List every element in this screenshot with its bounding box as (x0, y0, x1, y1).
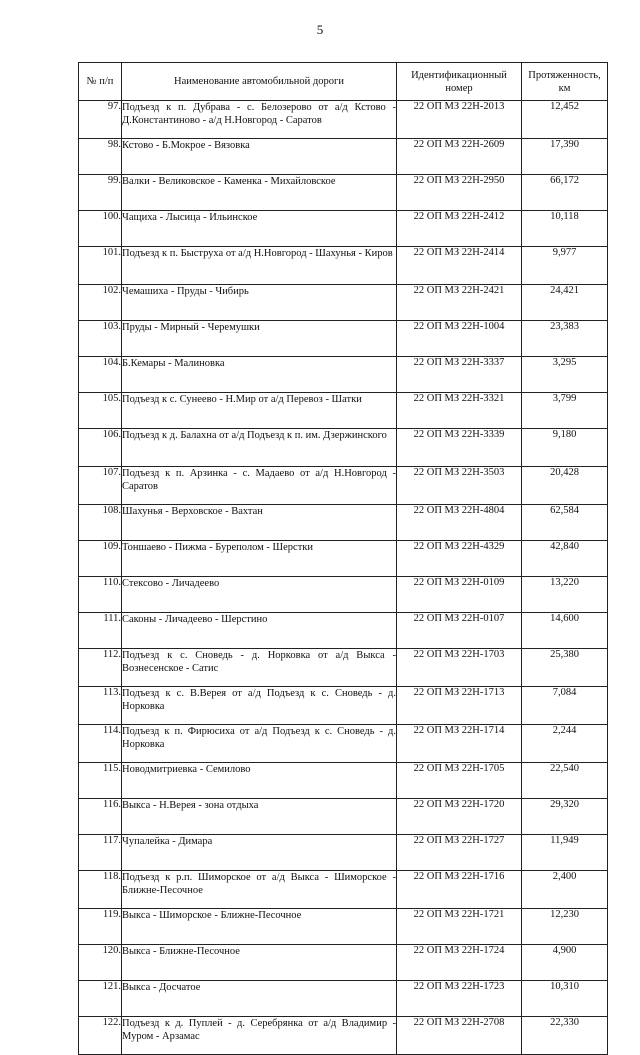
row-number: 120. (79, 945, 122, 981)
table-header-row (79, 63, 608, 101)
row-number: 106. (79, 429, 122, 467)
road-name: Подъезд к п. Дубрава - с. Белозерово от а/д Кстово - Д.Константиново - а/д Н.Новгород - Саратов (122, 101, 397, 139)
road-length: 24,421 (522, 285, 608, 321)
road-name: Тоншаево - Пижма - Буреполом - Шерстки (122, 541, 397, 577)
road-length: 13,220 (522, 577, 608, 613)
table-row (79, 541, 608, 577)
road-name: Подъезд к д. Пуплей - д. Серебрянка от а/д Владимир - Муром - Арзамас (122, 1017, 397, 1055)
table-row (79, 505, 608, 541)
road-length: 9,180 (522, 429, 608, 467)
header-length: Протяженность, км (522, 63, 608, 101)
road-id: 22 ОП МЗ 22Н-2013 (397, 101, 522, 139)
road-name: Подъезд к д. Балахна от а/д Подъезд к п. им. Дзержинского (122, 429, 397, 467)
row-number: 117. (79, 835, 122, 871)
road-id: 22 ОП МЗ 22Н-1714 (397, 725, 522, 763)
table-row (79, 871, 608, 909)
row-number: 98. (79, 139, 122, 175)
road-name: Выкса - Досчатое (122, 981, 397, 1017)
row-number: 99. (79, 175, 122, 211)
road-name: Чупалейка - Димара (122, 835, 397, 871)
road-id: 22 ОП МЗ 22Н-3339 (397, 429, 522, 467)
road-id: 22 ОП МЗ 22Н-2414 (397, 247, 522, 285)
table-row (79, 687, 608, 725)
road-name: Чащиха - Лысица - Ильинское (122, 211, 397, 247)
road-name: Чемашиха - Пруды - Чибирь (122, 285, 397, 321)
row-number: 109. (79, 541, 122, 577)
row-number: 108. (79, 505, 122, 541)
road-length: 12,230 (522, 909, 608, 945)
table-row (79, 613, 608, 649)
road-id: 22 ОП МЗ 22Н-2609 (397, 139, 522, 175)
road-id: 22 ОП МЗ 22Н-2950 (397, 175, 522, 211)
table-row (79, 429, 608, 467)
table-row (79, 101, 608, 139)
road-length: 7,084 (522, 687, 608, 725)
table-body (79, 101, 608, 1055)
row-number: 115. (79, 763, 122, 799)
row-number: 107. (79, 467, 122, 505)
road-length: 14,600 (522, 613, 608, 649)
header-name: Наименование автомобильной дороги (122, 63, 397, 101)
road-length: 25,380 (522, 649, 608, 687)
row-number: 111. (79, 613, 122, 649)
road-id: 22 ОП МЗ 22Н-1004 (397, 321, 522, 357)
table-row (79, 981, 608, 1017)
road-id: 22 ОП МЗ 22Н-2421 (397, 285, 522, 321)
table-row (79, 1017, 608, 1055)
road-id: 22 ОП МЗ 22Н-3337 (397, 357, 522, 393)
road-name: Шахунья - Верховское - Вахтан (122, 505, 397, 541)
table-row (79, 725, 608, 763)
road-id: 22 ОП МЗ 22Н-1721 (397, 909, 522, 945)
road-id: 22 ОП МЗ 22Н-1723 (397, 981, 522, 1017)
table-row (79, 649, 608, 687)
table-row (79, 247, 608, 285)
road-name: Подъезд к с. Сноведь - д. Норковка от а/д Выкса - Вознесенское - Сатис (122, 649, 397, 687)
road-name: Новодмитриевка - Семилово (122, 763, 397, 799)
row-number: 119. (79, 909, 122, 945)
row-number: 118. (79, 871, 122, 909)
road-name: Подъезд к р.п. Шиморское от а/д Выкса - Шиморское - Ближне-Песочное (122, 871, 397, 909)
road-name: Пруды - Мирный - Черемушки (122, 321, 397, 357)
road-name: Подъезд к с. Сунеево - Н.Мир от а/д Перевоз - Шатки (122, 393, 397, 429)
road-length: 2,400 (522, 871, 608, 909)
road-length: 66,172 (522, 175, 608, 211)
row-number: 105. (79, 393, 122, 429)
row-number: 112. (79, 649, 122, 687)
table-row (79, 285, 608, 321)
row-number: 103. (79, 321, 122, 357)
row-number: 113. (79, 687, 122, 725)
road-name: Кстово - Б.Мокрое - Вязовка (122, 139, 397, 175)
road-length: 22,540 (522, 763, 608, 799)
road-id: 22 ОП МЗ 22Н-1727 (397, 835, 522, 871)
road-length: 42,840 (522, 541, 608, 577)
road-name: Саконы - Личадеево - Шерстино (122, 613, 397, 649)
row-number: 104. (79, 357, 122, 393)
road-length: 17,390 (522, 139, 608, 175)
road-id: 22 ОП МЗ 22Н-1705 (397, 763, 522, 799)
table-row (79, 799, 608, 835)
table-row (79, 321, 608, 357)
table-row (79, 357, 608, 393)
road-id: 22 ОП МЗ 22Н-4804 (397, 505, 522, 541)
table-row (79, 393, 608, 429)
road-id: 22 ОП МЗ 22Н-3321 (397, 393, 522, 429)
road-id: 22 ОП МЗ 22Н-1720 (397, 799, 522, 835)
header-num: № п/п (79, 63, 122, 101)
table-row (79, 835, 608, 871)
table-row (79, 139, 608, 175)
table-row (79, 467, 608, 505)
road-name: Подъезд к п. Фирюсиха от а/д Подъезд к с. Сноведь - д. Норковка (122, 725, 397, 763)
row-number: 122. (79, 1017, 122, 1055)
road-length: 11,949 (522, 835, 608, 871)
road-length: 62,584 (522, 505, 608, 541)
road-name: Подъезд к с. В.Верея от а/д Подъезд к с. Сноведь - д. Норковка (122, 687, 397, 725)
row-number: 102. (79, 285, 122, 321)
road-id: 22 ОП МЗ 22Н-1716 (397, 871, 522, 909)
row-number: 97. (79, 101, 122, 139)
page-number: 5 (316, 22, 324, 37)
road-name: Подъезд к п. Быструха от а/д Н.Новгород - Шахунья - Киров (122, 247, 397, 285)
roads-table (78, 62, 608, 1055)
road-id: 22 ОП МЗ 22Н-2412 (397, 211, 522, 247)
road-name: Подъезд к п. Арзинка - с. Мадаево от а/д Н.Новгород - Саратов (122, 467, 397, 505)
road-length: 29,320 (522, 799, 608, 835)
road-name: Выкса - Шиморское - Ближне-Песочное (122, 909, 397, 945)
row-number: 101. (79, 247, 122, 285)
road-length: 4,900 (522, 945, 608, 981)
road-id: 22 ОП МЗ 22Н-2708 (397, 1017, 522, 1055)
table-row (79, 211, 608, 247)
row-number: 121. (79, 981, 122, 1017)
table-row (79, 763, 608, 799)
road-length: 9,977 (522, 247, 608, 285)
road-length: 20,428 (522, 467, 608, 505)
table-row (79, 909, 608, 945)
road-name: Б.Кемары - Малиновка (122, 357, 397, 393)
road-length: 23,383 (522, 321, 608, 357)
table-row (79, 175, 608, 211)
row-number: 114. (79, 725, 122, 763)
road-id: 22 ОП МЗ 22Н-1713 (397, 687, 522, 725)
table-row (79, 577, 608, 613)
row-number: 110. (79, 577, 122, 613)
road-length: 2,244 (522, 725, 608, 763)
header-id: Идентификационный номер (397, 63, 522, 101)
road-length: 3,799 (522, 393, 608, 429)
road-id: 22 ОП МЗ 22Н-1724 (397, 945, 522, 981)
road-id: 22 ОП МЗ 22Н-1703 (397, 649, 522, 687)
row-number: 116. (79, 799, 122, 835)
road-id: 22 ОП МЗ 22Н-3503 (397, 467, 522, 505)
road-name: Выкса - Н.Верея - зона отдыха (122, 799, 397, 835)
road-length: 3,295 (522, 357, 608, 393)
road-length: 22,330 (522, 1017, 608, 1055)
table-row (79, 945, 608, 981)
row-number: 100. (79, 211, 122, 247)
road-id: 22 ОП МЗ 22Н-0109 (397, 577, 522, 613)
road-id: 22 ОП МЗ 22Н-0107 (397, 613, 522, 649)
road-length: 12,452 (522, 101, 608, 139)
road-length: 10,118 (522, 211, 608, 247)
road-name: Выкса - Ближне-Песочное (122, 945, 397, 981)
road-name: Валки - Великовское - Каменка - Михайловское (122, 175, 397, 211)
road-name: Стексово - Личадеево (122, 577, 397, 613)
road-length: 10,310 (522, 981, 608, 1017)
road-id: 22 ОП МЗ 22Н-4329 (397, 541, 522, 577)
